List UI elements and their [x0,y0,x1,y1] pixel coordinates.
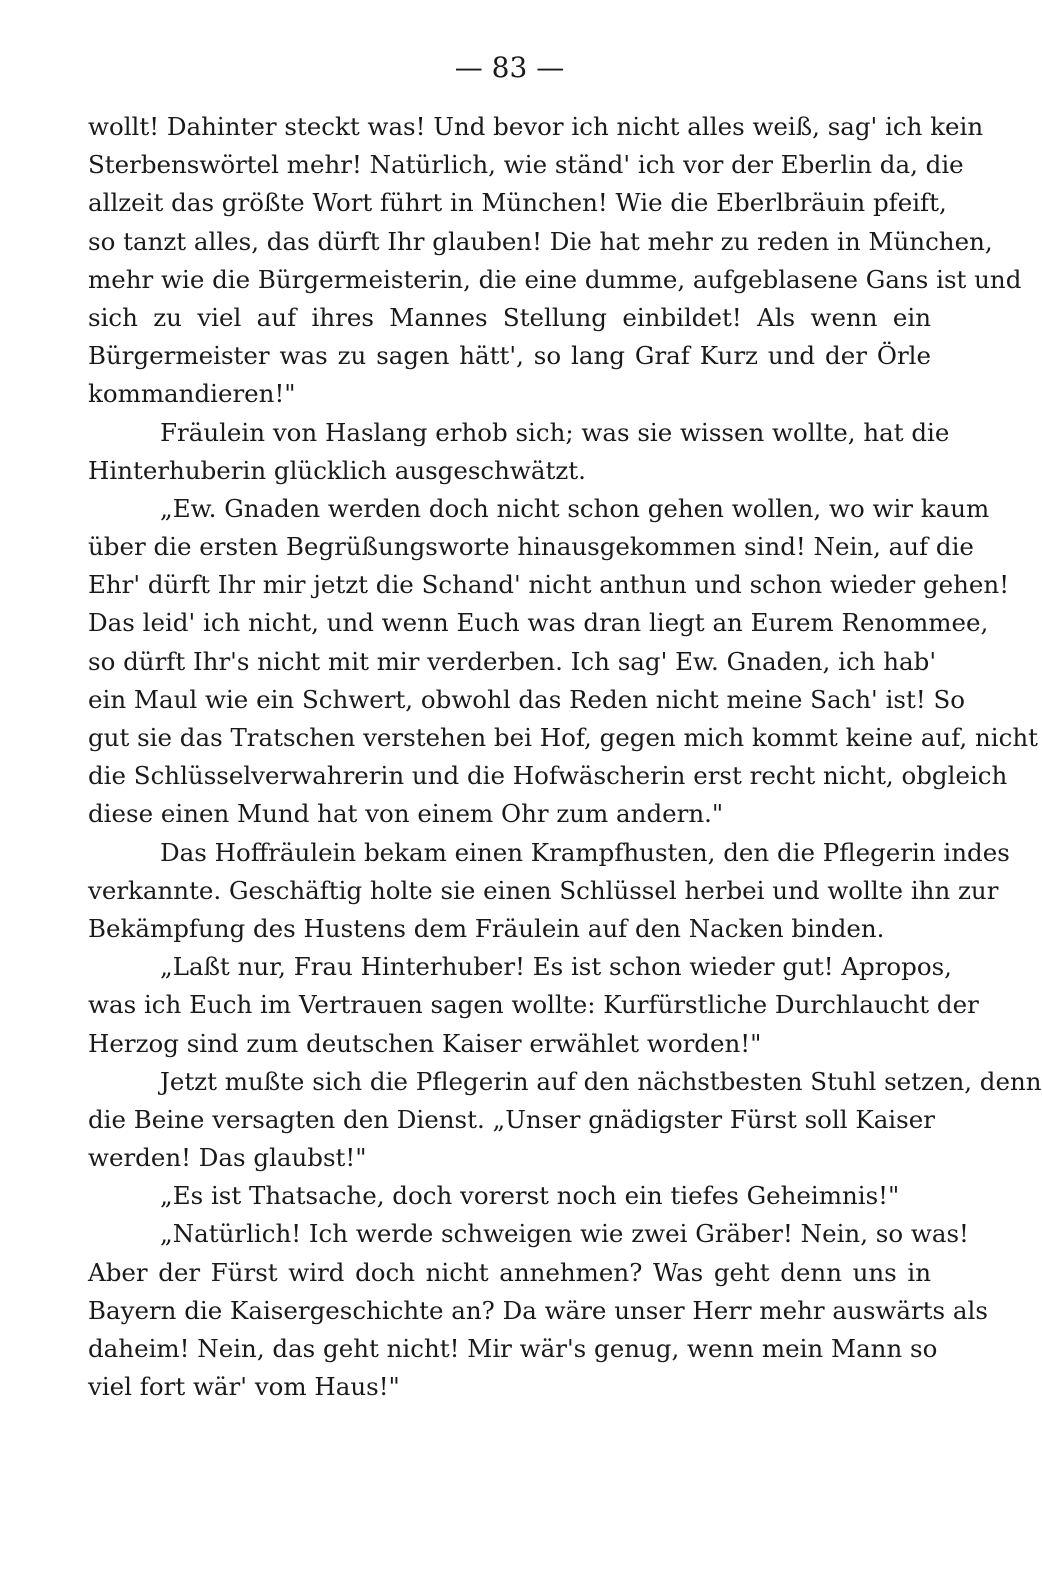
text-line: kommandieren!" [88,379,296,409]
text-line: so tanzt alles, das dürft Ihr glauben! Die hat mehr zu reden in München, [88,226,993,256]
text-line: Das Hoffräulein bekam einen Krampfhusten, den die Pflegerin indes [160,837,1010,867]
text-line: Bürgermeister was zu sagen hätt', so lang Graf Kurz und der Örle [88,341,931,371]
text-line: verkannte. Geschäftig holte sie einen Schlüssel herbei und wollte ihn zur [88,875,999,905]
text-line: Herzog sind zum deutschen Kaiser erwählet worden!" [88,1028,762,1058]
text-line: wollt! Dahinter steckt was! Und bevor ich nicht alles weiß, sag' ich kein [88,112,984,141]
text-line: diese einen Mund hat von einem Ohr zum andern." [88,799,724,829]
text-line: über die ersten Begrüßungsworte hinausgekommen sind! Nein, auf die [88,532,974,562]
page-number: — 83 — [454,51,565,84]
text-line: Jetzt mußte sich die Pflegerin auf den nächstbesten Stuhl setzen, denn [160,1066,1042,1096]
text-line: Das leid' ich nicht, und wenn Euch was dran liegt an Eurem Renommee, [88,608,989,638]
text-line: Bayern die Kaisergeschichte an? Da wäre unser Herr mehr auswärts als [88,1295,988,1325]
text-line: Sterbenswörtel mehr! Natürlich, wie ständ' ich vor der Eberlin da, die [88,150,964,180]
text-line: gut sie das Tratschen verstehen bei Hof, gegen mich kommt keine auf, nicht [88,723,1038,752]
text-line: „Ew. Gnaden werden doch nicht schon gehen wollen, wo wir kaum [160,493,990,523]
text-line: die Beine versagten den Dienst. „Unser gnädigster Fürst soll Kaiser [88,1104,935,1134]
text-line: Hinterhuberin glücklich ausgeschwätzt. [88,455,586,485]
text-line: Aber der Fürst wird doch nicht annehmen? Was geht denn uns in [88,1257,931,1287]
text-line: Ehr' dürft Ihr mir jetzt die Schand' nicht anthun und schon wieder gehen! [88,570,1010,600]
text-line: daheim! Nein, das geht nicht! Mir wär's genug, wenn mein Mann so [88,1334,938,1363]
text-line: sich zu viel auf ihres Mannes Stellung einbildet! Als wenn ein [88,302,931,332]
text-line: mehr wie die Bürgermeisterin, die eine dumme, aufgeblasene Gans ist und [88,264,1022,294]
text-line: „Laßt nur, Frau Hinterhuber! Es ist schon wieder gut! Apropos, [160,952,952,982]
text-line: „Es ist Thatsache, doch vorerst noch ein tiefes Geheimnis!" [160,1181,900,1211]
text-line: werden! Das glaubst!" [88,1143,367,1173]
body-text [88,108,1042,1406]
text-line: Bekämpfung des Hustens dem Fräulein auf den Nacken binden. [88,913,885,943]
text-line: die Schlüsselverwahrerin und die Hofwäscherin erst recht nicht, obgleich [88,761,1008,791]
text-line: was ich Euch im Vertrauen sagen wollte: Kurfürstliche Durchlaucht der [88,990,979,1020]
text-line: so dürft Ihr's nicht mit mir verderben. Ich sag' Ew. Gnaden, ich hab' [88,646,937,676]
text-line: viel fort wär' vom Haus!" [88,1372,400,1402]
text-line: „Natürlich! Ich werde schweigen wie zwei Gräber! Nein, so was! [160,1219,969,1249]
book-page [88,50,1042,1406]
text-line: allzeit das größte Wort führt in München! Wie die Eberlbräuin pfeift, [88,188,947,218]
text-line: ein Maul wie ein Schwert, obwohl das Reden nicht meine Sach' ist! So [88,684,965,714]
text-line: Fräulein von Haslang erhob sich; was sie wissen wollte, hat die [160,417,950,447]
